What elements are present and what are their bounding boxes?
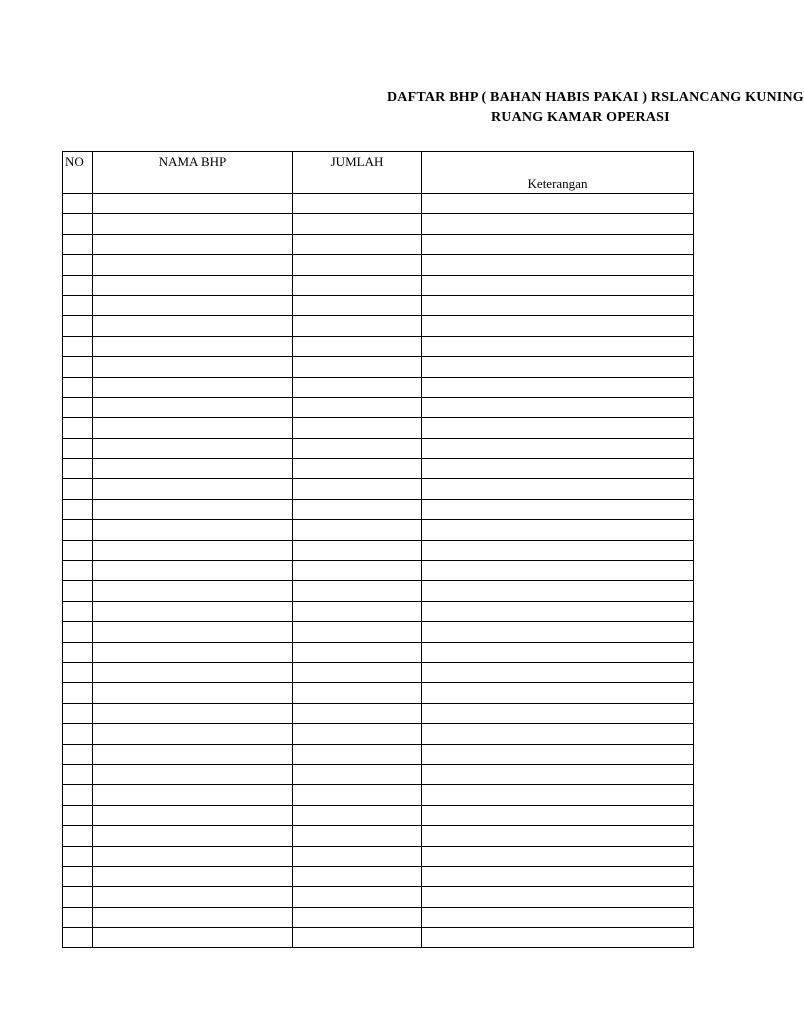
cell-jumlah[interactable]: [293, 724, 422, 744]
cell-jumlah[interactable]: [293, 764, 422, 784]
cell-no[interactable]: [63, 438, 93, 458]
cell-keterangan[interactable]: [422, 561, 694, 581]
cell-keterangan[interactable]: [422, 295, 694, 315]
table-row: [63, 336, 694, 356]
table-row: [63, 826, 694, 846]
cell-no[interactable]: [63, 764, 93, 784]
cell-jumlah[interactable]: [293, 683, 422, 703]
cell-keterangan[interactable]: [422, 662, 694, 682]
table-row: [63, 601, 694, 621]
cell-jumlah[interactable]: [293, 744, 422, 764]
cell-no[interactable]: [63, 887, 93, 907]
cell-no[interactable]: [63, 418, 93, 438]
cell-keterangan[interactable]: [422, 744, 694, 764]
table-row: [63, 581, 694, 601]
cell-keterangan[interactable]: [422, 275, 694, 295]
table-row: [63, 805, 694, 825]
cell-nama-bhp[interactable]: [93, 377, 293, 397]
cell-jumlah[interactable]: [293, 459, 422, 479]
table-row: [63, 703, 694, 723]
cell-no[interactable]: [63, 459, 93, 479]
cell-nama-bhp[interactable]: [93, 826, 293, 846]
cell-nama-bhp[interactable]: [93, 561, 293, 581]
cell-nama-bhp[interactable]: [93, 724, 293, 744]
header-no: NO: [63, 152, 93, 194]
table-row: [63, 295, 694, 315]
cell-no[interactable]: [63, 561, 93, 581]
cell-jumlah[interactable]: [293, 316, 422, 336]
table-row: [63, 887, 694, 907]
cell-no[interactable]: [63, 540, 93, 560]
cell-jumlah[interactable]: [293, 581, 422, 601]
cell-jumlah[interactable]: [293, 479, 422, 499]
cell-no[interactable]: [63, 724, 93, 744]
cell-nama-bhp[interactable]: [93, 459, 293, 479]
cell-jumlah[interactable]: [293, 255, 422, 275]
cell-jumlah[interactable]: [293, 275, 422, 295]
cell-keterangan[interactable]: [422, 479, 694, 499]
cell-no[interactable]: [63, 295, 93, 315]
cell-no[interactable]: [63, 377, 93, 397]
table-row: [63, 683, 694, 703]
cell-nama-bhp[interactable]: [93, 805, 293, 825]
cell-keterangan[interactable]: [422, 397, 694, 417]
cell-nama-bhp[interactable]: [93, 499, 293, 519]
cell-nama-bhp[interactable]: [93, 846, 293, 866]
cell-no[interactable]: [63, 357, 93, 377]
cell-jumlah[interactable]: [293, 520, 422, 540]
cell-keterangan[interactable]: [422, 622, 694, 642]
table-header-row: [63, 152, 694, 194]
cell-jumlah[interactable]: [293, 234, 422, 254]
table-row: [63, 520, 694, 540]
cell-no[interactable]: [63, 703, 93, 723]
cell-keterangan[interactable]: [422, 336, 694, 356]
header-nama-bhp: NAMA BHP: [93, 152, 293, 194]
cell-nama-bhp[interactable]: [93, 622, 293, 642]
cell-nama-bhp[interactable]: [93, 662, 293, 682]
table-row: [63, 255, 694, 275]
cell-no[interactable]: [63, 234, 93, 254]
table-row: [63, 357, 694, 377]
cell-nama-bhp[interactable]: [93, 887, 293, 907]
cell-nama-bhp[interactable]: [93, 581, 293, 601]
cell-no[interactable]: [63, 479, 93, 499]
table-row: [63, 397, 694, 417]
cell-jumlah[interactable]: [293, 622, 422, 642]
table-body: [63, 194, 694, 948]
table-row: [63, 928, 694, 948]
cell-nama-bhp[interactable]: [93, 234, 293, 254]
cell-keterangan[interactable]: [422, 866, 694, 886]
cell-nama-bhp[interactable]: [93, 418, 293, 438]
cell-keterangan[interactable]: [422, 928, 694, 948]
cell-no[interactable]: [63, 581, 93, 601]
cell-jumlah[interactable]: [293, 703, 422, 723]
cell-jumlah[interactable]: [293, 540, 422, 560]
cell-jumlah[interactable]: [293, 561, 422, 581]
cell-nama-bhp[interactable]: [93, 764, 293, 784]
cell-nama-bhp[interactable]: [93, 255, 293, 275]
cell-nama-bhp[interactable]: [93, 683, 293, 703]
cell-keterangan[interactable]: [422, 357, 694, 377]
cell-nama-bhp[interactable]: [93, 601, 293, 621]
cell-jumlah[interactable]: [293, 907, 422, 927]
cell-keterangan[interactable]: [422, 785, 694, 805]
cell-jumlah[interactable]: [293, 826, 422, 846]
table-row: [63, 662, 694, 682]
table-row: [63, 764, 694, 784]
cell-jumlah[interactable]: [293, 377, 422, 397]
cell-keterangan[interactable]: [422, 499, 694, 519]
cell-no[interactable]: [63, 662, 93, 682]
bhp-table: [62, 151, 694, 948]
cell-jumlah[interactable]: [293, 887, 422, 907]
cell-nama-bhp[interactable]: [93, 520, 293, 540]
table-row: [63, 438, 694, 458]
table-row: [63, 275, 694, 295]
cell-keterangan[interactable]: [422, 846, 694, 866]
cell-no[interactable]: [63, 785, 93, 805]
table-row: [63, 540, 694, 560]
cell-nama-bhp[interactable]: [93, 438, 293, 458]
table-row: [63, 316, 694, 336]
cell-nama-bhp[interactable]: [93, 785, 293, 805]
cell-no[interactable]: [63, 336, 93, 356]
cell-nama-bhp[interactable]: [93, 703, 293, 723]
cell-nama-bhp[interactable]: [93, 397, 293, 417]
table-row: [63, 234, 694, 254]
cell-nama-bhp[interactable]: [93, 275, 293, 295]
document-title-area: [0, 90, 804, 130]
table-row: [63, 622, 694, 642]
cell-no[interactable]: [63, 846, 93, 866]
cell-keterangan[interactable]: [422, 194, 694, 214]
cell-jumlah[interactable]: [293, 866, 422, 886]
table-row: [63, 377, 694, 397]
cell-keterangan[interactable]: [422, 316, 694, 336]
cell-no[interactable]: [63, 499, 93, 519]
document-title: DAFTAR BHP ( BAHAN HABIS PAKAI ) RSLANCANG KUNING: [387, 90, 804, 105]
cell-jumlah[interactable]: [293, 214, 422, 234]
cell-keterangan[interactable]: [422, 826, 694, 846]
cell-no[interactable]: [63, 214, 93, 234]
cell-keterangan[interactable]: [422, 724, 694, 744]
cell-jumlah[interactable]: [293, 805, 422, 825]
header-jumlah: JUMLAH: [293, 152, 422, 194]
cell-keterangan[interactable]: [422, 887, 694, 907]
cell-nama-bhp[interactable]: [93, 316, 293, 336]
cell-nama-bhp[interactable]: [93, 295, 293, 315]
cell-nama-bhp[interactable]: [93, 194, 293, 214]
cell-no[interactable]: [63, 744, 93, 764]
cell-jumlah[interactable]: [293, 295, 422, 315]
cell-jumlah[interactable]: [293, 662, 422, 682]
cell-keterangan[interactable]: [422, 601, 694, 621]
cell-no[interactable]: [63, 275, 93, 295]
cell-no[interactable]: [63, 520, 93, 540]
table-row: [63, 866, 694, 886]
table-row: [63, 459, 694, 479]
cell-jumlah[interactable]: [293, 499, 422, 519]
cell-no[interactable]: [63, 622, 93, 642]
cell-jumlah[interactable]: [293, 194, 422, 214]
cell-keterangan[interactable]: [422, 234, 694, 254]
cell-keterangan[interactable]: [422, 642, 694, 662]
cell-no[interactable]: [63, 316, 93, 336]
cell-nama-bhp[interactable]: [93, 928, 293, 948]
cell-keterangan[interactable]: [422, 438, 694, 458]
table-row: [63, 479, 694, 499]
table-row: [63, 561, 694, 581]
cell-no[interactable]: [63, 928, 93, 948]
cell-jumlah[interactable]: [293, 928, 422, 948]
header-keterangan: Keterangan: [422, 152, 694, 194]
table-row: [63, 846, 694, 866]
table-row: [63, 194, 694, 214]
table-row: [63, 214, 694, 234]
cell-keterangan[interactable]: [422, 703, 694, 723]
cell-keterangan[interactable]: [422, 418, 694, 438]
cell-keterangan[interactable]: [422, 459, 694, 479]
cell-no[interactable]: [63, 826, 93, 846]
cell-keterangan[interactable]: [422, 255, 694, 275]
table-row: [63, 907, 694, 927]
cell-nama-bhp[interactable]: [93, 866, 293, 886]
cell-nama-bhp[interactable]: [93, 214, 293, 234]
table-row: [63, 499, 694, 519]
cell-keterangan[interactable]: [422, 520, 694, 540]
cell-jumlah[interactable]: [293, 785, 422, 805]
table-row: [63, 744, 694, 764]
cell-keterangan[interactable]: [422, 805, 694, 825]
cell-nama-bhp[interactable]: [93, 336, 293, 356]
cell-nama-bhp[interactable]: [93, 540, 293, 560]
cell-keterangan[interactable]: [422, 540, 694, 560]
table-row: [63, 418, 694, 438]
cell-nama-bhp[interactable]: [93, 907, 293, 927]
cell-nama-bhp[interactable]: [93, 642, 293, 662]
cell-nama-bhp[interactable]: [93, 357, 293, 377]
cell-keterangan[interactable]: [422, 581, 694, 601]
cell-jumlah[interactable]: [293, 438, 422, 458]
cell-no[interactable]: [63, 194, 93, 214]
table-row: [63, 642, 694, 662]
cell-no[interactable]: [63, 866, 93, 886]
cell-keterangan[interactable]: [422, 764, 694, 784]
cell-no[interactable]: [63, 255, 93, 275]
table-row: [63, 724, 694, 744]
cell-no[interactable]: [63, 907, 93, 927]
cell-jumlah[interactable]: [293, 397, 422, 417]
cell-jumlah[interactable]: [293, 336, 422, 356]
cell-jumlah[interactable]: [293, 846, 422, 866]
cell-nama-bhp[interactable]: [93, 744, 293, 764]
cell-no[interactable]: [63, 397, 93, 417]
cell-jumlah[interactable]: [293, 642, 422, 662]
cell-keterangan[interactable]: [422, 683, 694, 703]
cell-jumlah[interactable]: [293, 418, 422, 438]
cell-no[interactable]: [63, 642, 93, 662]
cell-no[interactable]: [63, 683, 93, 703]
cell-jumlah[interactable]: [293, 601, 422, 621]
cell-no[interactable]: [63, 601, 93, 621]
cell-no[interactable]: [63, 805, 93, 825]
table-row: [63, 785, 694, 805]
cell-jumlah[interactable]: [293, 357, 422, 377]
cell-nama-bhp[interactable]: [93, 479, 293, 499]
document-subtitle: RUANG KAMAR OPERASI: [491, 110, 670, 125]
cell-keterangan[interactable]: [422, 377, 694, 397]
cell-keterangan[interactable]: [422, 907, 694, 927]
cell-keterangan[interactable]: [422, 214, 694, 234]
